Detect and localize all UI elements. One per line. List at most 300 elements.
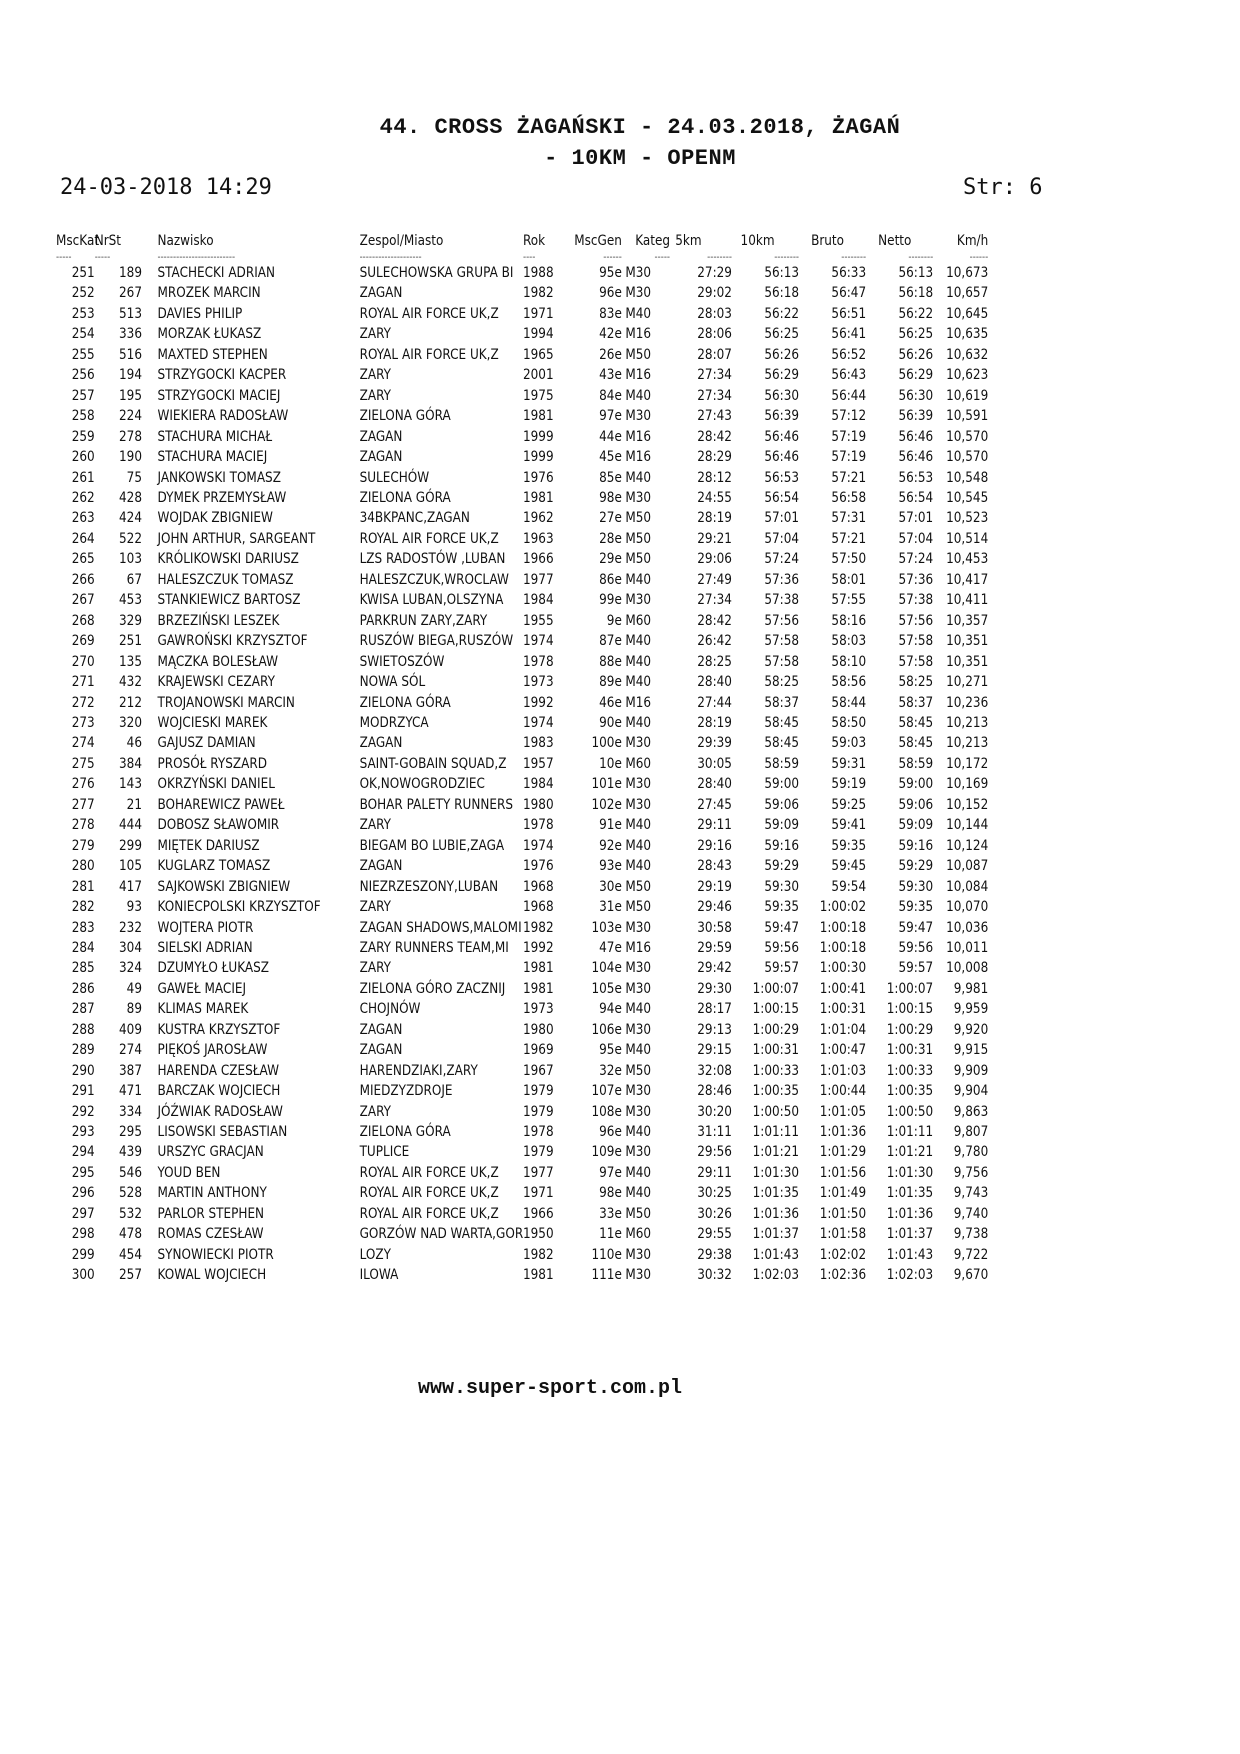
cell-rok: 1962 (522, 510, 554, 527)
cell-mscgen: 10e (599, 755, 622, 772)
cell-10km: 56:29 (764, 367, 800, 384)
cell-zespol: ZIELONA GÓRO ZACZNIJ (359, 980, 506, 997)
col-header-msckat: MscKat (56, 233, 100, 249)
cell-kateg: M30 (625, 919, 652, 936)
table-row (56, 386, 988, 406)
table-row (56, 263, 988, 283)
table-row (56, 693, 988, 713)
cell-zespol: ZAGAN (359, 449, 403, 466)
table-row (56, 713, 988, 733)
cell-nrst: 93 (126, 899, 142, 916)
cell-netto: 56:29 (898, 367, 934, 384)
cell-kmh: 10,411 (946, 592, 989, 609)
cell-zespol: ZIELONA GÓRA (359, 489, 451, 506)
rule-kateg: ----- (654, 252, 671, 263)
cell-netto: 59:35 (898, 899, 934, 916)
cell-netto: 1:00:15 (886, 1001, 934, 1018)
cell-kmh: 9,670 (953, 1267, 989, 1284)
cell-mscgen: 28e (599, 530, 622, 547)
table-row (56, 631, 988, 651)
cell-10km: 56:25 (764, 326, 800, 343)
cell-netto: 58:59 (898, 755, 934, 772)
cell-zespol: ZAGAN (359, 1021, 403, 1038)
cell-bruto: 59:35 (831, 837, 867, 854)
cell-bruto: 57:55 (831, 592, 867, 609)
cell-rok: 1966 (522, 1205, 554, 1222)
cell-rok: 1963 (522, 530, 554, 547)
cell-nazwisko: WOJCIESKI MAREK (157, 714, 268, 731)
cell-rok: 1988 (522, 265, 554, 281)
cell-nrst: 267 (119, 285, 142, 302)
cell-10km: 59:09 (764, 817, 800, 834)
cell-kateg: M50 (625, 1062, 652, 1079)
cell-bruto: 58:56 (831, 674, 867, 691)
cell-kateg: M16 (625, 326, 652, 343)
cell-netto: 59:47 (898, 919, 934, 936)
cell-zespol: ZARY (359, 387, 392, 404)
cell-bruto: 57:21 (831, 530, 867, 547)
cell-mscgen: 100e (591, 735, 622, 752)
table-row (56, 590, 988, 610)
cell-kateg: M40 (625, 571, 652, 588)
cell-nazwisko: STANKIEWICZ BARTOSZ (157, 592, 301, 609)
cell-5km: 29:55 (697, 1226, 732, 1243)
cell-10km: 1:01:30 (752, 1164, 800, 1181)
cell-nazwisko: MROZEK MARCIN (157, 285, 261, 302)
cell-kateg: M40 (625, 714, 652, 731)
cell-10km: 1:01:37 (752, 1226, 800, 1243)
cell-nrst: 105 (119, 858, 142, 875)
cell-bruto: 58:16 (831, 612, 867, 629)
cell-rok: 1999 (522, 449, 554, 466)
cell-zespol: ROYAL AIR FORCE UK,Z (359, 1164, 499, 1181)
cell-zespol: CHOJNÓW (359, 1001, 421, 1018)
cell-nazwisko: KLIMAS MAREK (157, 1001, 249, 1018)
rule-10km: -------- (774, 252, 800, 263)
table-header-row (56, 230, 988, 252)
cell-bruto: 58:01 (831, 571, 867, 588)
cell-netto: 57:36 (898, 571, 934, 588)
cell-nazwisko: YOUD BEN (157, 1164, 221, 1181)
cell-kmh: 10,591 (946, 408, 989, 425)
cell-5km: 29:15 (697, 1042, 732, 1059)
cell-mscgen: 90e (599, 714, 622, 731)
cell-5km: 29:21 (697, 530, 732, 547)
cell-msckat: 261 (71, 469, 95, 486)
cell-5km: 27:45 (697, 796, 732, 813)
cell-bruto: 1:01:58 (819, 1226, 867, 1243)
cell-zespol: ROYAL AIR FORCE UK,Z (359, 346, 499, 363)
cell-rok: 1974 (522, 633, 554, 650)
cell-10km: 56:22 (764, 305, 800, 322)
table-row (56, 468, 988, 488)
cell-nazwisko: WIEKIERA RADOSŁAW (157, 408, 289, 425)
cell-zespol: ZIELONA GÓRA (359, 408, 451, 425)
cell-netto: 1:00:33 (886, 1062, 934, 1079)
rule-5km: -------- (707, 252, 732, 263)
cell-netto: 1:01:30 (886, 1164, 934, 1181)
table-row (56, 324, 988, 344)
cell-10km: 59:35 (764, 899, 800, 916)
cell-rok: 1979 (522, 1144, 554, 1161)
cell-nazwisko: ROMAS CZESŁAW (157, 1226, 264, 1243)
cell-kateg: M30 (625, 265, 652, 281)
cell-bruto: 1:01:04 (819, 1021, 867, 1038)
cell-mscgen: 107e (591, 1083, 622, 1100)
cell-kateg: M40 (625, 653, 652, 670)
cell-bruto: 59:19 (831, 776, 867, 793)
cell-bruto: 58:44 (831, 694, 867, 711)
cell-nrst: 295 (119, 1124, 142, 1141)
col-header-netto: Netto (878, 233, 912, 249)
cell-10km: 1:01:36 (752, 1205, 800, 1222)
cell-bruto: 57:12 (831, 408, 867, 425)
cell-nazwisko: GAJUSZ DAMIAN (157, 735, 256, 752)
cell-kmh: 10,236 (946, 694, 989, 711)
cell-10km: 1:00:50 (752, 1103, 800, 1120)
cell-nrst: 384 (119, 755, 142, 772)
cell-5km: 31:11 (697, 1124, 732, 1141)
table-row (56, 1163, 988, 1183)
cell-msckat: 274 (71, 735, 95, 752)
cell-msckat: 259 (71, 428, 95, 445)
cell-5km: 28:03 (697, 305, 732, 322)
cell-kmh: 10,351 (946, 633, 989, 650)
cell-kateg: M50 (625, 899, 652, 916)
cell-rok: 1978 (522, 653, 554, 670)
cell-msckat: 253 (71, 305, 95, 322)
cell-kmh: 10,514 (946, 530, 989, 547)
cell-10km: 1:01:21 (752, 1144, 800, 1161)
cell-zespol: ZAGAN (359, 858, 403, 875)
cell-nrst: 516 (119, 346, 142, 363)
cell-bruto: 56:44 (831, 387, 867, 404)
col-header-nrst: NrSt (94, 233, 122, 249)
cell-rok: 1971 (522, 305, 554, 322)
cell-mscgen: 32e (599, 1062, 622, 1079)
cell-zespol: BIEGAM BO LUBIE,ZAGA (359, 837, 505, 854)
cell-netto: 59:29 (898, 858, 934, 875)
cell-nazwisko: WOJDAK ZBIGNIEW (157, 510, 273, 527)
cell-zespol: NOWA SÓL (359, 674, 426, 691)
cell-rok: 1969 (522, 1042, 554, 1059)
cell-msckat: 283 (71, 919, 95, 936)
cell-bruto: 1:02:02 (819, 1246, 867, 1263)
cell-10km: 56:30 (764, 387, 800, 404)
cell-mscgen: 11e (599, 1226, 622, 1243)
cell-nazwisko: HARENDA CZESŁAW (157, 1062, 280, 1079)
cell-msckat: 286 (71, 980, 95, 997)
cell-rok: 1973 (522, 1001, 554, 1018)
cell-netto: 56:22 (898, 305, 934, 322)
table-row (56, 611, 988, 631)
cell-mscgen: 26e (599, 346, 622, 363)
cell-zespol: MODRZYCA (359, 714, 429, 731)
cell-msckat: 295 (71, 1164, 95, 1181)
cell-nrst: 387 (119, 1062, 142, 1079)
cell-msckat: 280 (71, 858, 95, 875)
cell-kmh: 9,959 (953, 1001, 989, 1018)
cell-nrst: 232 (119, 919, 142, 936)
cell-kmh: 10,172 (946, 755, 989, 772)
cell-10km: 59:56 (764, 939, 800, 956)
cell-mscgen: 42e (599, 326, 622, 343)
cell-zespol: LOZY (359, 1246, 391, 1263)
cell-msckat: 282 (71, 899, 95, 916)
cell-nazwisko: DYMEK PRZEMYSŁAW (157, 489, 287, 506)
cell-mscgen: 98e (599, 1185, 622, 1202)
cell-kmh: 10,152 (946, 796, 989, 813)
cell-10km: 57:04 (764, 530, 800, 547)
cell-bruto: 58:03 (831, 633, 867, 650)
cell-5km: 28:19 (697, 714, 732, 731)
cell-rok: 1966 (522, 551, 554, 568)
cell-kmh: 9,863 (953, 1103, 989, 1120)
cell-10km: 57:36 (764, 571, 800, 588)
cell-netto: 56:30 (898, 387, 934, 404)
cell-nazwisko: LISOWSKI SEBASTIAN (157, 1124, 288, 1141)
col-header-5km: 5km (675, 233, 702, 249)
cell-5km: 28:12 (697, 469, 732, 486)
cell-5km: 27:44 (697, 694, 732, 711)
cell-rok: 1974 (522, 837, 554, 854)
cell-zespol: SAINT-GOBAIN SQUAD,Z (359, 755, 507, 772)
cell-msckat: 258 (71, 408, 95, 425)
cell-msckat: 260 (71, 449, 95, 466)
cell-10km: 56:26 (764, 346, 800, 363)
table-row (56, 304, 988, 324)
cell-10km: 56:46 (764, 449, 800, 466)
cell-mscgen: 27e (599, 510, 622, 527)
cell-rok: 1973 (522, 674, 554, 691)
cell-netto: 1:01:43 (886, 1246, 934, 1263)
cell-rok: 1981 (522, 1267, 554, 1284)
cell-nrst: 251 (119, 633, 142, 650)
cell-rok: 1967 (522, 1062, 554, 1079)
cell-kateg: M30 (625, 592, 652, 609)
cell-rok: 1981 (522, 489, 554, 506)
cell-kmh: 9,740 (953, 1205, 989, 1222)
cell-10km: 1:01:35 (752, 1185, 800, 1202)
cell-zespol: ZAGAN (359, 285, 403, 302)
cell-kmh: 10,645 (946, 305, 989, 322)
cell-nrst: 135 (119, 653, 142, 670)
cell-rok: 1978 (522, 817, 554, 834)
cell-nazwisko: MORZAK ŁUKASZ (157, 326, 262, 343)
cell-zespol: MIEDZYZDROJE (359, 1083, 453, 1100)
table-row (56, 774, 988, 794)
cell-rok: 1950 (522, 1226, 554, 1243)
cell-nrst: 432 (119, 674, 142, 691)
cell-zespol: HARENDZIAKI,ZARY (359, 1062, 478, 1079)
cell-5km: 30:26 (697, 1205, 732, 1222)
cell-10km: 1:00:33 (752, 1062, 800, 1079)
cell-10km: 58:59 (764, 755, 800, 772)
cell-rok: 1976 (522, 858, 554, 875)
cell-msckat: 277 (71, 796, 95, 813)
table-row (56, 1183, 988, 1203)
cell-kmh: 10,619 (946, 387, 989, 404)
cell-5km: 29:11 (697, 817, 732, 834)
table-row (56, 815, 988, 835)
col-header-rok: Rok (522, 233, 546, 249)
cell-zespol: ROYAL AIR FORCE UK,Z (359, 530, 499, 547)
cell-kateg: M16 (625, 939, 652, 956)
cell-mscgen: 99e (599, 592, 622, 609)
cell-msckat: 290 (71, 1062, 95, 1079)
cell-kmh: 9,743 (953, 1185, 989, 1202)
cell-5km: 30:05 (697, 755, 732, 772)
cell-bruto: 58:50 (831, 714, 867, 731)
cell-5km: 28:17 (697, 1001, 732, 1018)
cell-kateg: M30 (625, 285, 652, 302)
cell-msckat: 267 (71, 592, 95, 609)
cell-kateg: M30 (625, 1246, 652, 1263)
table-row (56, 1265, 988, 1285)
cell-nrst: 336 (119, 326, 142, 343)
cell-kmh: 9,807 (953, 1124, 989, 1141)
cell-mscgen: 111e (591, 1267, 622, 1284)
cell-nazwisko: PROSÓŁ RYSZARD (157, 755, 268, 772)
cell-mscgen: 43e (599, 367, 622, 384)
table-row (56, 1142, 988, 1162)
cell-mscgen: 84e (599, 387, 622, 404)
rule-nazwisko: ------------------------- (157, 252, 236, 263)
cell-msckat: 263 (71, 510, 95, 527)
cell-nazwisko: GAWEŁ MACIEJ (157, 980, 247, 997)
cell-nazwisko: SAJKOWSKI ZBIGNIEW (157, 878, 291, 895)
cell-10km: 59:29 (764, 858, 800, 875)
cell-kmh: 10,657 (946, 285, 989, 302)
cell-kateg: M16 (625, 367, 652, 384)
cell-netto: 57:56 (898, 612, 934, 629)
cell-kmh: 9,981 (953, 980, 989, 997)
cell-kateg: M16 (625, 428, 652, 445)
cell-msckat: 297 (71, 1205, 95, 1222)
cell-kateg: M40 (625, 1164, 652, 1181)
cell-mscgen: 105e (591, 980, 622, 997)
cell-5km: 29:38 (697, 1246, 732, 1263)
cell-msckat: 256 (71, 367, 95, 384)
cell-msckat: 276 (71, 776, 95, 793)
cell-10km: 59:06 (764, 796, 800, 813)
table-row (56, 958, 988, 978)
cell-nazwisko: KONIECPOLSKI KRZYSZTOF (157, 899, 321, 916)
table-row (56, 427, 988, 447)
cell-zespol: ZARY (359, 1103, 392, 1120)
cell-zespol: ZARY (359, 326, 392, 343)
cell-msckat: 287 (71, 1001, 95, 1018)
cell-bruto: 56:43 (831, 367, 867, 384)
table-row (56, 733, 988, 753)
cell-kateg: M30 (625, 1083, 652, 1100)
cell-rok: 1983 (522, 735, 554, 752)
cell-bruto: 56:47 (831, 285, 867, 302)
cell-bruto: 1:01:05 (819, 1103, 867, 1120)
cell-bruto: 1:00:30 (819, 960, 867, 977)
table-row (56, 877, 988, 897)
cell-kmh: 10,570 (946, 449, 989, 466)
cell-kmh: 10,213 (946, 735, 989, 752)
cell-mscgen: 44e (599, 428, 622, 445)
cell-zespol: ZARY (359, 367, 392, 384)
cell-bruto: 1:00:18 (819, 919, 867, 936)
cell-netto: 56:46 (898, 449, 934, 466)
cell-5km: 28:19 (697, 510, 732, 527)
cell-10km: 1:00:15 (752, 1001, 800, 1018)
cell-netto: 58:45 (898, 714, 934, 731)
cell-5km: 30:20 (697, 1103, 732, 1120)
table-row (56, 406, 988, 426)
cell-5km: 28:06 (697, 326, 732, 343)
cell-nrst: 454 (119, 1246, 142, 1263)
table-row (56, 1122, 988, 1142)
cell-nazwisko: BRZEZIŃSKI LESZEK (157, 612, 280, 629)
cell-5km: 29:19 (697, 878, 732, 895)
cell-nazwisko: URSZYC GRACJAN (157, 1144, 264, 1161)
cell-10km: 1:01:11 (752, 1124, 800, 1141)
cell-nrst: 409 (119, 1021, 142, 1038)
cell-kateg: M30 (625, 408, 652, 425)
cell-mscgen: 88e (599, 653, 622, 670)
col-header-nazwisko: Nazwisko (157, 233, 214, 249)
cell-kmh: 10,548 (946, 469, 989, 486)
cell-5km: 28:46 (697, 1083, 732, 1100)
cell-5km: 29:11 (697, 1164, 732, 1181)
table-row (56, 283, 988, 303)
cell-nrst: 478 (119, 1226, 142, 1243)
cell-bruto: 1:01:49 (819, 1185, 867, 1202)
cell-nrst: 439 (119, 1144, 142, 1161)
cell-5km: 28:42 (697, 612, 732, 629)
cell-rok: 1965 (522, 346, 554, 363)
cell-kmh: 9,909 (953, 1062, 989, 1079)
cell-kateg: M50 (625, 510, 652, 527)
cell-zespol: ROYAL AIR FORCE UK,Z (359, 1185, 499, 1202)
cell-netto: 1:01:21 (886, 1144, 934, 1161)
cell-mscgen: 97e (599, 408, 622, 425)
cell-netto: 59:57 (898, 960, 934, 977)
cell-kmh: 9,738 (953, 1226, 989, 1243)
cell-rok: 1979 (522, 1103, 554, 1120)
table-row (56, 836, 988, 856)
cell-10km: 58:45 (764, 735, 800, 752)
cell-bruto: 59:03 (831, 735, 867, 752)
table-row (56, 1224, 988, 1244)
cell-rok: 1980 (522, 796, 554, 813)
cell-5km: 28:29 (697, 449, 732, 466)
page-subtitle: - 10KM - OPENM (544, 146, 736, 171)
cell-nazwisko: DZUMYŁO ŁUKASZ (157, 960, 270, 977)
cell-zespol: LZS RADOSTÓW ,LUBAN (359, 551, 506, 568)
cell-kateg: M16 (625, 449, 652, 466)
cell-nazwisko: SIELSKI ADRIAN (157, 939, 253, 956)
cell-nazwisko: BARCZAK WOJCIECH (157, 1083, 281, 1100)
cell-netto: 56:26 (898, 346, 934, 363)
table-row (56, 938, 988, 958)
cell-zespol: OK,NOWOGRODZIEC (359, 776, 485, 793)
cell-5km: 26:42 (697, 633, 732, 650)
cell-10km: 56:54 (764, 489, 800, 506)
cell-nazwisko: HALESZCZUK TOMASZ (157, 571, 294, 588)
cell-msckat: 255 (71, 346, 95, 363)
cell-rok: 1992 (522, 694, 554, 711)
cell-mscgen: 47e (599, 939, 622, 956)
cell-mscgen: 46e (599, 694, 622, 711)
timestamp: 24-03-2018 14:29 (60, 175, 272, 200)
cell-nazwisko: KOWAL WOJCIECH (157, 1267, 267, 1284)
cell-rok: 2001 (522, 367, 554, 384)
